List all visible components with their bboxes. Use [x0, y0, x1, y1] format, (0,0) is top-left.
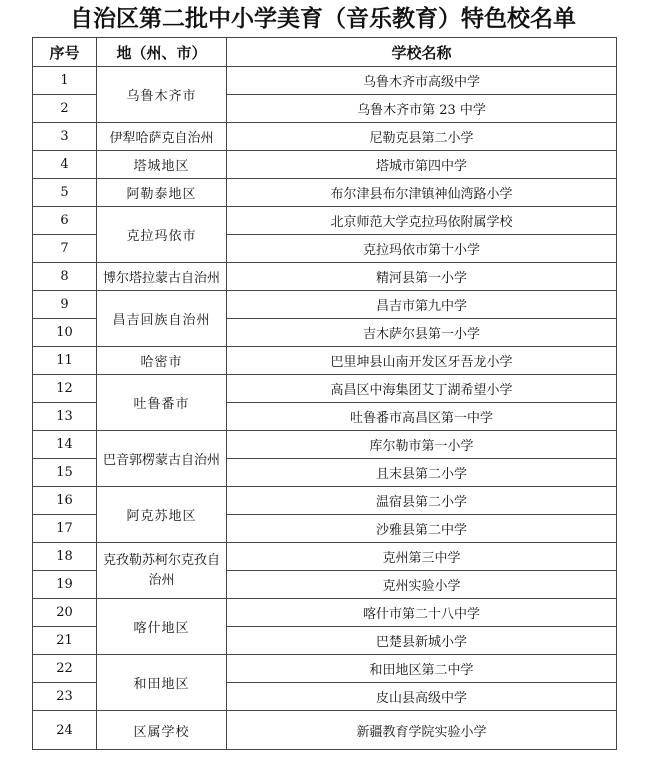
- row-number: 7: [33, 235, 97, 263]
- table-row: [33, 375, 617, 403]
- row-number: 18: [33, 543, 97, 571]
- table-row: [33, 347, 617, 375]
- region-cell: 克孜勒苏柯尔克孜自治州: [97, 543, 227, 599]
- row-number: 24: [33, 711, 97, 750]
- school-name: 沙雅县第二中学: [227, 515, 617, 543]
- table-row: [33, 655, 617, 683]
- school-list-table: [32, 37, 617, 750]
- region-cell: 哈密市: [97, 347, 227, 375]
- row-number: 1: [33, 67, 97, 95]
- row-number: 19: [33, 571, 97, 599]
- region-cell: 区属学校: [97, 711, 227, 750]
- table-row: [33, 179, 617, 207]
- table-row: [33, 67, 617, 95]
- header-school: 学校名称: [227, 38, 617, 67]
- school-name: 尼勒克县第二小学: [227, 123, 617, 151]
- row-number: 15: [33, 459, 97, 487]
- region-cell: 伊犁哈萨克自治州: [97, 123, 227, 151]
- region-cell: 阿克苏地区: [97, 487, 227, 543]
- region-cell: 博尔塔拉蒙古自治州: [97, 263, 227, 291]
- school-name: 巴里坤县山南开发区牙吾龙小学: [227, 347, 617, 375]
- row-number: 4: [33, 151, 97, 179]
- region-cell: 喀什地区: [97, 599, 227, 655]
- row-number: 10: [33, 319, 97, 347]
- school-name: 吉木萨尔县第一小学: [227, 319, 617, 347]
- row-number: 5: [33, 179, 97, 207]
- school-name: 吐鲁番市高昌区第一中学: [227, 403, 617, 431]
- school-name: 克州实验小学: [227, 571, 617, 599]
- region-cell: 巴音郭楞蒙古自治州: [97, 431, 227, 487]
- table-row: [33, 711, 617, 750]
- table-row: [33, 431, 617, 459]
- row-number: 20: [33, 599, 97, 627]
- school-name: 库尔勒市第一小学: [227, 431, 617, 459]
- school-name: 精河县第一小学: [227, 263, 617, 291]
- row-number: 17: [33, 515, 97, 543]
- row-number: 12: [33, 375, 97, 403]
- row-number: 9: [33, 291, 97, 319]
- row-number: 23: [33, 683, 97, 711]
- school-name: 布尔津县布尔津镇神仙湾路小学: [227, 179, 617, 207]
- row-number: 8: [33, 263, 97, 291]
- school-name: 巴楚县新城小学: [227, 627, 617, 655]
- school-name: 皮山县高级中学: [227, 683, 617, 711]
- school-name: 且末县第二小学: [227, 459, 617, 487]
- school-name: 新疆教育学院实验小学: [227, 711, 617, 750]
- table-row: [33, 487, 617, 515]
- row-number: 13: [33, 403, 97, 431]
- page-title: 自治区第二批中小学美育（音乐教育）特色校名单: [70, 6, 576, 32]
- table-row: [33, 151, 617, 179]
- school-name: 昌吉市第九中学: [227, 291, 617, 319]
- table-row: [33, 599, 617, 627]
- row-number: 22: [33, 655, 97, 683]
- region-cell: 和田地区: [97, 655, 227, 711]
- school-name: 温宿县第二小学: [227, 487, 617, 515]
- region-cell: 克拉玛依市: [97, 207, 227, 263]
- table-row: [33, 263, 617, 291]
- region-cell: 昌吉回族自治州: [97, 291, 227, 347]
- school-name: 喀什市第二十八中学: [227, 599, 617, 627]
- school-name: 北京师范大学克拉玛依附属学校: [227, 207, 617, 235]
- header-region: 地（州、市）: [97, 38, 227, 67]
- row-number: 3: [33, 123, 97, 151]
- school-name: 塔城市第四中学: [227, 151, 617, 179]
- region-cell: 吐鲁番市: [97, 375, 227, 431]
- table-row: [33, 543, 617, 571]
- row-number: 14: [33, 431, 97, 459]
- row-number: 6: [33, 207, 97, 235]
- school-name: 乌鲁木齐市高级中学: [227, 67, 617, 95]
- row-number: 2: [33, 95, 97, 123]
- table-header-row: [33, 38, 617, 67]
- school-name: 克州第三中学: [227, 543, 617, 571]
- region-cell: 乌鲁木齐市: [97, 67, 227, 123]
- school-name: 高昌区中海集团艾丁湖希望小学: [227, 375, 617, 403]
- region-cell: 塔城地区: [97, 151, 227, 179]
- table-row: [33, 291, 617, 319]
- table-row: [33, 207, 617, 235]
- school-name: 乌鲁木齐市第 23 中学: [227, 95, 617, 123]
- school-name: 克拉玛依市第十小学: [227, 235, 617, 263]
- header-number: 序号: [33, 38, 97, 67]
- row-number: 21: [33, 627, 97, 655]
- row-number: 11: [33, 347, 97, 375]
- region-cell: 阿勒泰地区: [97, 179, 227, 207]
- school-name: 和田地区第二中学: [227, 655, 617, 683]
- row-number: 16: [33, 487, 97, 515]
- table-row: [33, 123, 617, 151]
